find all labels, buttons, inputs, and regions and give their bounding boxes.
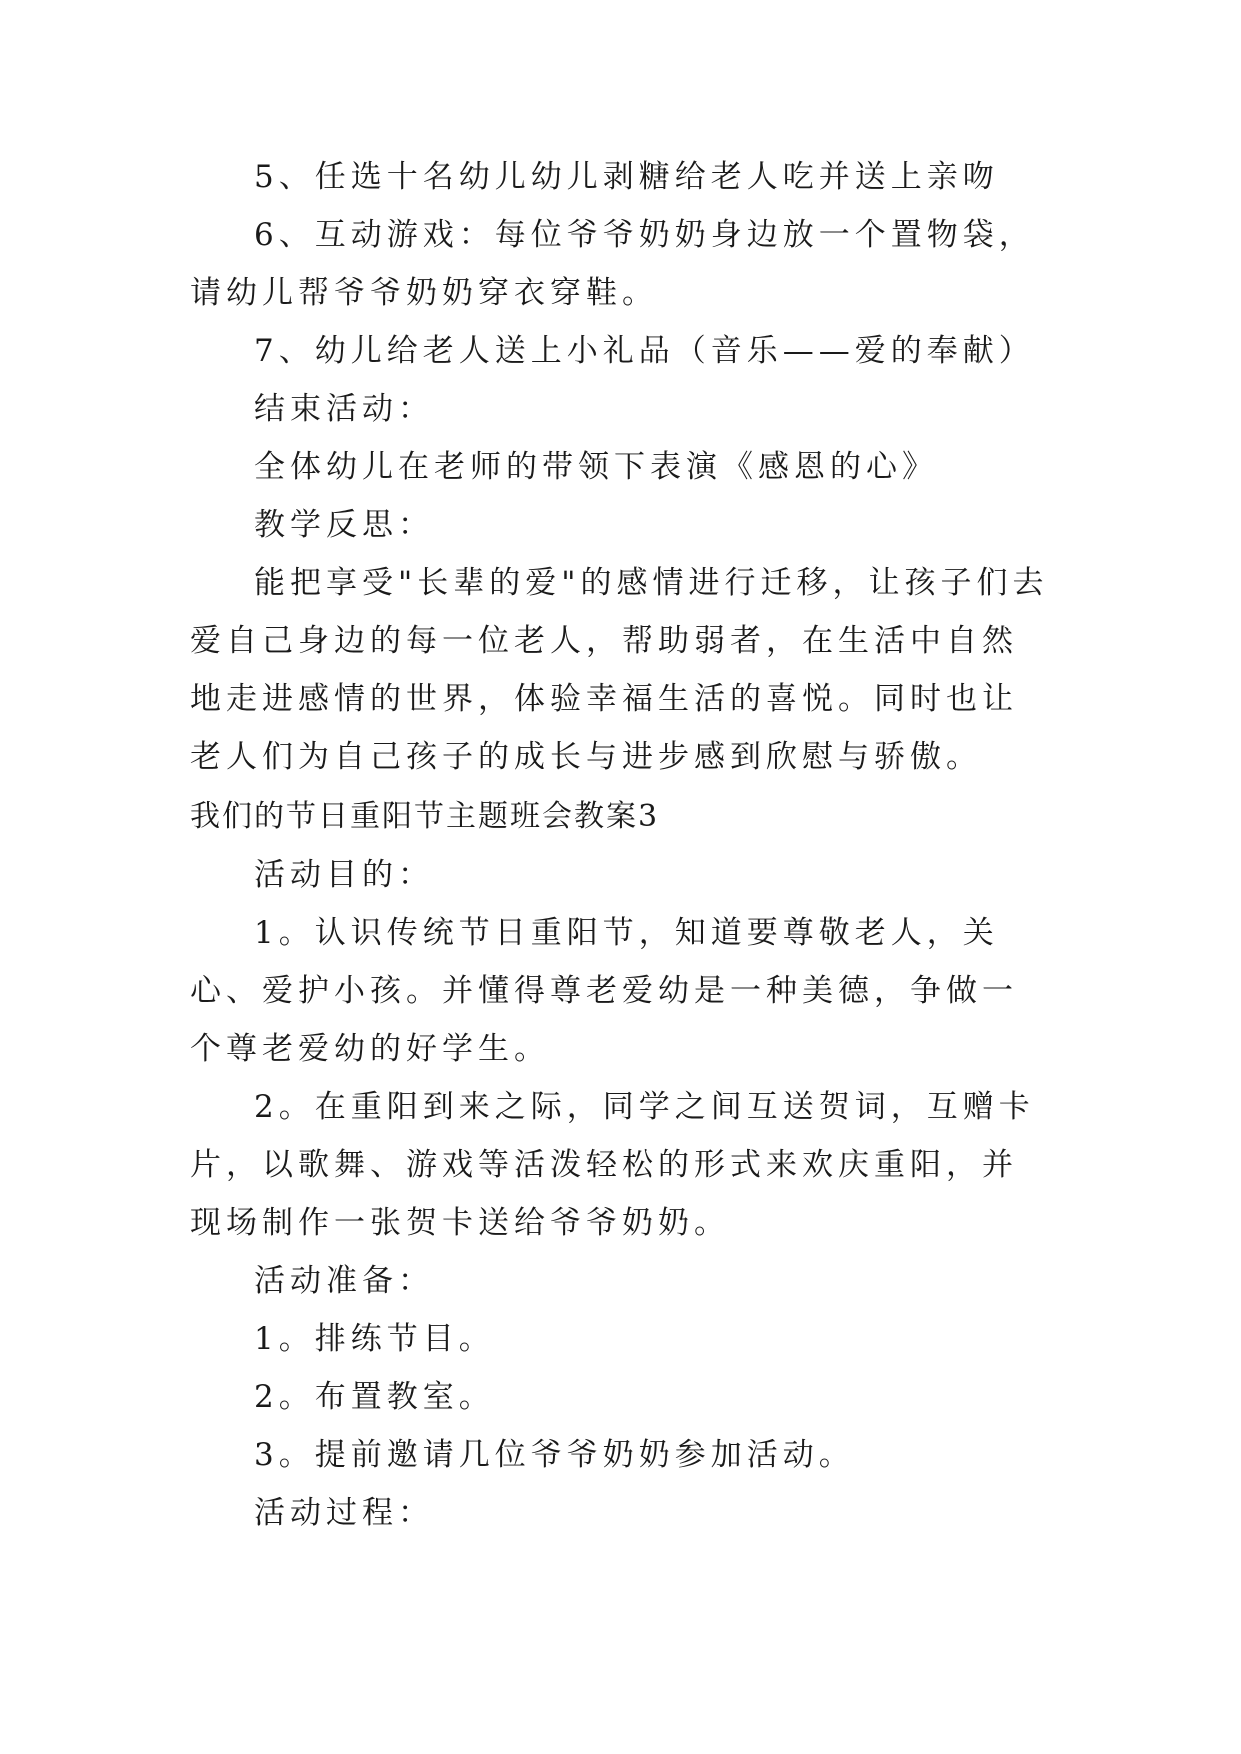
- closing-activity-heading: 结束活动：: [254, 391, 434, 427]
- step-7-paragraph: 7、幼儿给老人送上小礼品（音乐——爱的奉献）: [254, 333, 1035, 369]
- step-5-paragraph: 5、任选十名幼儿幼儿剥糖给老人吃并送上亲吻: [254, 159, 999, 195]
- document-body: [190, 148, 1050, 1542]
- teaching-reflection-text: 能把享受"长辈的爱"的感情进行迁移，让孩子们去爱自己身边的每一位老人，帮助弱者，在生活中自然地走进感情的世界，体验幸福生活的喜悦。同时也让老人们为自己孩子的成长与进步感到欣慰与骄傲。: [190, 565, 1049, 775]
- activity-process-heading: 活动过程：: [254, 1495, 434, 1531]
- preparation-item-2: 2。布置教室。: [254, 1379, 495, 1415]
- preparation-item-1: 1。排练节目。: [254, 1321, 495, 1357]
- activity-goal-1: 1。认识传统节日重阳节，知道要尊敬老人，关心、爱护小孩。并懂得尊老爱幼是一种美德，争做一个尊老爱幼的好学生。: [190, 915, 1018, 1067]
- preparation-item-3: 3。提前邀请几位爷爷奶奶参加活动。: [254, 1437, 855, 1473]
- step-6-paragraph: 6、互动游戏：每位爷爷奶奶身边放一个置物袋，请幼儿帮爷爷奶奶穿衣穿鞋。: [190, 217, 1035, 311]
- teaching-reflection-heading: 教学反思：: [254, 507, 434, 543]
- section-title: 我们的节日重阳节主题班会教案3: [190, 799, 660, 834]
- activity-goal-heading: 活动目的：: [254, 857, 434, 893]
- activity-goal-2: 2。在重阳到来之际，同学之间互送贺词，互赠卡片，以歌舞、游戏等活泼轻松的形式来欢庆重阳，并现场制作一张贺卡送给爷爷奶奶。: [190, 1089, 1035, 1241]
- activity-preparation-heading: 活动准备：: [254, 1263, 434, 1299]
- closing-activity-text: 全体幼儿在老师的带领下表演《感恩的心》: [254, 449, 938, 485]
